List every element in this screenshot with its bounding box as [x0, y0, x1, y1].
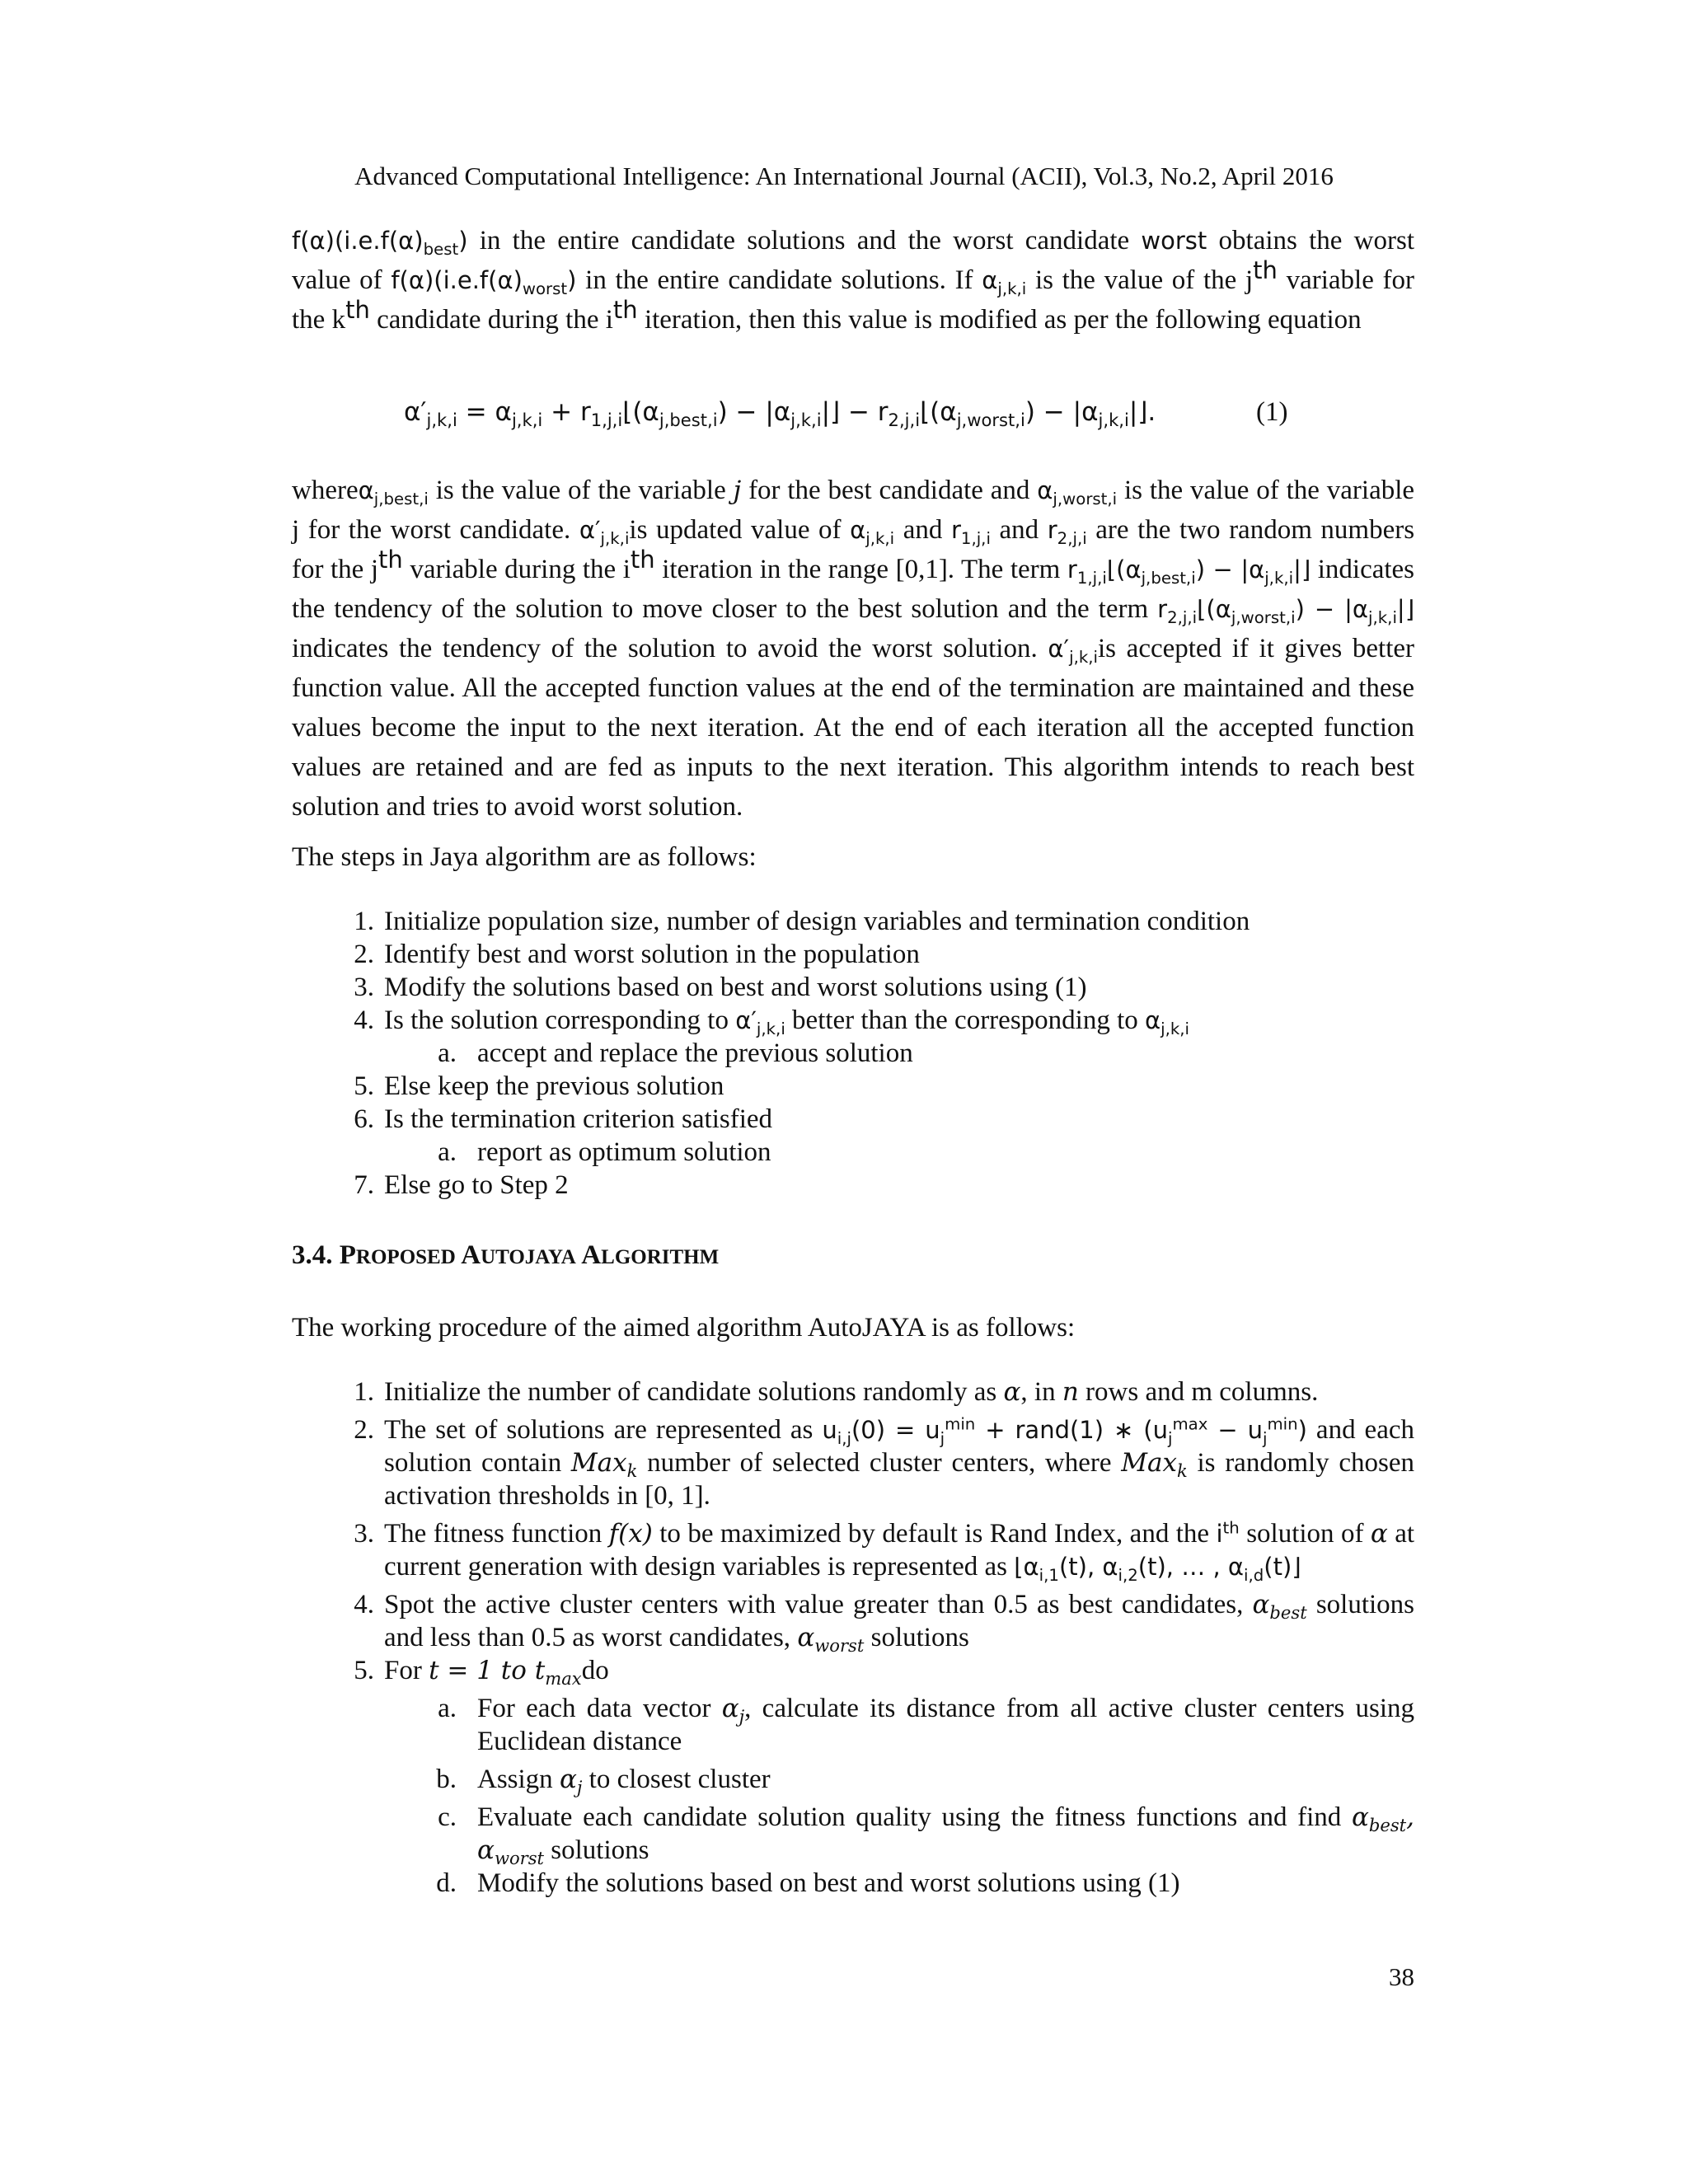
list-item: 4. Is the solution corresponding to $\alpha'_{j,k,i}$ better than the corresponding to $\alpha_{j,k,i}$ — [354, 1005, 1190, 1038]
list-item: a. accept and replace the previous solution — [438, 1038, 913, 1068]
page-number: 38 — [1389, 1962, 1414, 1991]
list-item: 1. Initialize the number of candidate solutions randomly as α, in n rows and m columns. — [354, 1377, 1319, 1407]
list-item: a. For each data vector $\alpha_j$, calculate its distance from all active cluster centers using Euclidean distance — [438, 1694, 1414, 1756]
list-item: 5. Else keep the previous solution — [354, 1071, 724, 1101]
list-item: a. report as optimum solution — [438, 1137, 771, 1167]
list-item: 5. For t = 1 to $t_{max}do$ — [354, 1656, 609, 1690]
list-item: 1. Initialize population size, number of design variables and termination condition — [354, 907, 1250, 936]
autojaya-steps-list — [292, 1376, 1414, 1900]
list-item: d. Modify the solutions based on best and worst solutions using (1) — [436, 1868, 1180, 1898]
list-item: 3. Modify the solutions based on best and worst solutions using (1) — [354, 972, 1087, 1002]
jaya-steps-list — [292, 905, 1414, 1202]
equation-1: $\alpha'_{j,k,i} = \alpha_{j,k,i}$ + $r_{1,j,i}⌊(\alpha_{j,best,i})$ − $|\alpha_{j,k,i}|⌋$ − $r_{2,j,i}⌊(\alpha_{j,worst,i})$ − $|\alpha_{j,k,i}|⌋$. — [404, 397, 1156, 431]
jaya-intro: The steps in Jaya algorithm are as follows: — [292, 842, 757, 872]
paragraph-explanation: whereα$_{j,best,i}$ is the value of the variable j for the best candidate and $\alpha_{j,worst,i}$ is the value of the variable j for the worst candidate. $\alpha'_{j,k,i}is$ updated value of $\alpha_{j,k,i}$ and $r_{1,j,i}$ and $r_{2,j,i}$ are the two random numbers for the $j^{th}$ variable during the $i^{th}$ iteration in the range [0,1]. The term $r_{1,j,i}⌊(\alpha_{j,best,i})$ − $|\alpha_{j,k,i}|⌋$ indicates the tendency of the solution to move closer to the best solution and the term $r_{2,j,i}⌊(\alpha_{j,worst,i})$ − $|\alpha_{j,k,i}|⌋$ indicates the tendency of the solution to avoid the worst solution. $\alpha'_{j,k,i}is$ accepted if it gives better function value. All the accepted function values at the end of the termination are maintained and these values become the input to the next iteration. At the end of each iteration all the accepted function values are retained and are fed as inputs to the next iteration. This algorithm intends to reach best solution and tries to avoid worst solution. — [292, 476, 1415, 822]
running-header: Advanced Computational Intelligence: An International Journal (ACII), Vol.3, No.2, April 2016 — [354, 162, 1334, 190]
equation-number: (1) — [1256, 397, 1288, 427]
list-item: 3. The fitness function f(x) to be maximized by default is Rand Index, and the $i^{th}$ solution of α at current generation with design variables is represented as $⌊\alpha_{i,1}(t)$, $\alpha_{i,2}(t)$, … , $\alpha_{i,d}(t)⌋$ — [354, 1518, 1415, 1585]
list-item: 4. Spot the active cluster centers with value greater than 0.5 as best candidates, $\alpha_{best}$ solutions and less than 0.5 as worst candidates, $\alpha_{worst}$ solutions — [354, 1590, 1415, 1657]
autojaya-intro: The working procedure of the aimed algorithm AutoJAYA is as follows: — [292, 1313, 1076, 1343]
list-item: 2. Identify best and worst solution in the population — [354, 940, 920, 969]
paragraph-continuation: $f(\alpha)(i.e.f(\alpha)_{best})$ in the entire candidate solutions and the worst candidate worst obtains the worst value of $f(\alpha)(i.e.f(\alpha)_{worst})$ in the entire candidate solutions. If $\alpha_{j,k,i}$ is the value of the $j^{th}$ variable for the $k^{th}$ candidate during the $i^{th}$ iteration, then this value is modified as per the following equation — [292, 226, 1415, 335]
list-item: 7. Else go to Step 2 — [354, 1170, 569, 1200]
list-item: 2. The set of solutions are represented as $u_{i,j}(0) = u_j^{min}$ + rand(1) ∗ $(u_j^{max} - u_j^{min})$ and each solution contain Max$_k$ number of selected cluster centers, where Max$_k$ is randomly chosen activation thresholds in [0, 1]. — [354, 1414, 1415, 1511]
list-item: 6. Is the termination criterion satisfied — [354, 1104, 773, 1134]
list-item: c. Evaluate each candidate solution quality using the fitness functions and find $\alpha_{best}$, $\alpha_{worst}$ solutions — [438, 1802, 1415, 1869]
list-item: b. Assign $\alpha_j$ to closest cluster — [436, 1765, 771, 1798]
section-heading: 3.4. PROPOSED AUTOJAYA ALGORITHM — [292, 1240, 720, 1270]
